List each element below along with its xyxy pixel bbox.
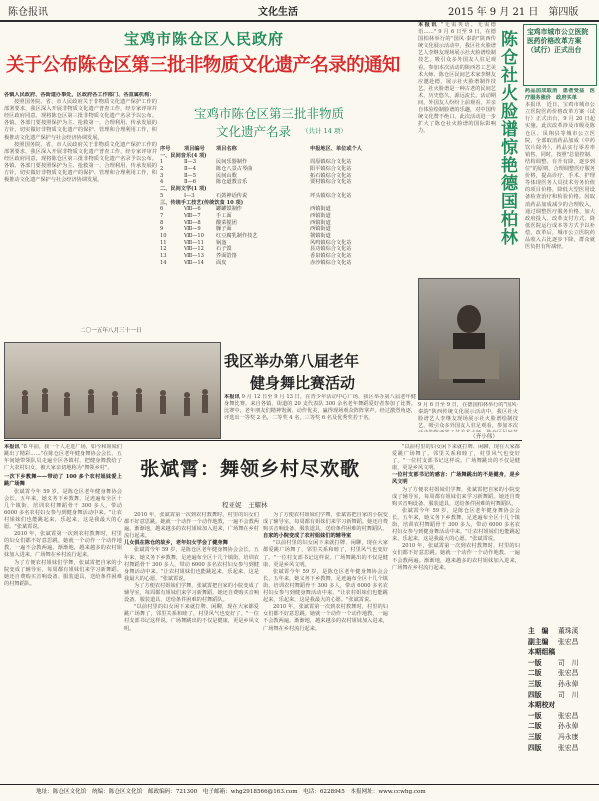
list-cell: 罐罐馍制作 bbox=[216, 206, 242, 213]
list-header-row bbox=[160, 146, 415, 153]
list-cell: Ⅷ—10 bbox=[184, 232, 204, 239]
dance-headline-2: 健身舞比赛活动 bbox=[250, 374, 356, 392]
feature-col3-a: 为了方便农村姐妹们学舞，张斌霄把自家的小院变成了辅导室，每周都有姐妹们来学习新舞蹈。她还自费购买音响设备、服装道具，送给条件困难的村舞蹈队。 bbox=[263, 512, 388, 533]
feature-col2-c: 为了方便农村姐妹们学舞，张斌霄把自家的小院变成了辅导室，每周都有姐妹们来学习新舞蹈。她还自费购买音响设备、服装道具，送给条件困难的村舞蹈队。 bbox=[124, 582, 259, 604]
list-cell: Ⅷ—14 bbox=[184, 259, 204, 266]
list-cell: 11 bbox=[160, 239, 167, 246]
list-row bbox=[160, 159, 415, 166]
notice-text-repeat: 按照国务院、省、市人民政府关于非物质文化遗产保护工作的部署要求，我区深入开展非物质文化遗产普查工作，经专家评审并经区政府同意，现将陈仓区第三批非物质文化遗产名录予以公布。各镇、各部门要按照保护为主、抢救第一、合理利用、传承发展的方针，切实做好非物质文化遗产的保护、管理和合理利用工作，积极推动文化遗产保护与社会经济协调发展。 bbox=[4, 141, 157, 184]
list-row bbox=[160, 166, 415, 173]
staff-person: 冯永康 bbox=[558, 732, 579, 741]
feature-sub2: 儿女俱在陈仓的故乡，老年妇女学会了健身舞 bbox=[124, 540, 228, 547]
list-cell: 10 bbox=[160, 232, 167, 239]
feature-headline: 张斌霄：舞领乡村尽欢歌 bbox=[140, 458, 361, 480]
list-cell: 陈仓八景古琴曲 bbox=[216, 166, 253, 173]
list-cell: 2 bbox=[160, 166, 164, 173]
staff-role: 四版 bbox=[528, 690, 542, 699]
list-cell: Ⅱ—3 bbox=[184, 159, 197, 166]
dance-byline: 本报讯 bbox=[224, 394, 240, 400]
list-table bbox=[160, 146, 415, 266]
staff-row bbox=[528, 658, 594, 669]
feature-col4-c: 张斌霄今年 59 岁，是陈仓区老年健身舞协会会长。五年来，她义务下乡教舞，足迹遍布全区十几个镇街，培训农村舞蹈骨干 300 多人，带动 6000 多名农村妇女参与到健身舞活动中来。"让农村姐妹们也能跳起来，乐起来，这是我最大的心愿。"张斌霄说。 bbox=[392, 507, 520, 543]
list-cell: 贾村镇综合文化站 bbox=[310, 179, 352, 186]
staff-row bbox=[528, 668, 594, 679]
list-row bbox=[160, 253, 415, 260]
feature-intro-text: "8 年前，我一个人走进广场，如今和姐妹们跳出了精彩……"在陈仓区老年健身舞协会会长、五年间她带领队员走遍全区各镇村，把健身舞教给了广大农村妇女，被大家亲切地称为"舞领乡村"。 bbox=[4, 444, 122, 472]
list-cell: 民间山歌 bbox=[216, 172, 237, 179]
list-row bbox=[160, 173, 415, 180]
dance-photo bbox=[4, 342, 221, 439]
list-cell: Ⅷ—12 bbox=[184, 246, 204, 253]
list-cell: 臊子面 bbox=[216, 226, 232, 233]
list-cell: 红豆腐乳制作技艺 bbox=[216, 232, 258, 239]
list-row bbox=[160, 220, 415, 227]
list-row bbox=[160, 233, 415, 240]
dance-body bbox=[224, 394, 416, 434]
list-cell: 锅盔 bbox=[216, 239, 227, 246]
list-cell: 荞面饸饹 bbox=[216, 253, 237, 259]
feature-col2-b: 张斌霄今年 59 岁，是陈仓区老年健身舞协会会长。五年来，她义务下乡教舞，足迹遍布全区十几个镇街，培训农村舞蹈骨干 300 多人，带动 6000 多名农村妇女参与到健身舞活动中来。"让农村姐妹们也能跳起来，乐起来，这是我最大的心愿。"张斌霄说。 bbox=[124, 547, 259, 582]
list-row bbox=[160, 213, 415, 220]
feature-col4-b: 为了方便农村姐妹们学舞，张斌霄把自家的小院变成了辅导室，每周都有姐妹们来学习新舞蹈。她还自费购买音响设备、服装道具，送给条件困难的村舞蹈队。 bbox=[392, 486, 520, 507]
list-cell: Ⅷ—7 bbox=[184, 212, 201, 219]
list-cell: 阳平镇综合文化站 bbox=[310, 166, 352, 173]
notice-headline: 关于公布陈仓区第三批非物质文化遗产名录的通知 bbox=[6, 55, 400, 76]
feature-col4-d: 2010 年，张斌霄第一次到农村教舞时，村里的妇女们都不好意思跳。她就一个动作一个动作地教，一遍不会教两遍。渐渐地，越来越多的农村姐妹加入进来，广场舞在乡村流行起来。 bbox=[392, 543, 520, 571]
list-cell: 县功镇综合文化站 bbox=[310, 246, 352, 253]
list-cell: 西镇街道 bbox=[310, 206, 331, 213]
feature-col2 bbox=[124, 512, 259, 780]
feature-body-c: 为了方便农村姐妹们学舞，张斌霄把自家的小院变成了辅导室，每周都有姐妹们来学习新舞蹈。她还自费购买音响设备、服装道具，送给条件困难的村舞蹈队。 bbox=[4, 559, 122, 587]
list-cell: 虢镇街道 bbox=[310, 232, 331, 239]
staff-role: 本期组稿 bbox=[528, 648, 556, 657]
staff-person: 司 川 bbox=[558, 658, 579, 667]
list-count: （共计 14 项） bbox=[302, 127, 347, 135]
list-cell: 8 bbox=[160, 219, 164, 226]
list-section-heading: 二、民间文学(1 项) bbox=[160, 186, 207, 193]
list-cell: 1 bbox=[160, 159, 164, 166]
staff-role: 三版 bbox=[528, 732, 542, 741]
feature-col3 bbox=[263, 512, 388, 780]
staff-list bbox=[528, 626, 594, 753]
list-cell: Ⅷ—11 bbox=[184, 239, 204, 246]
list-cell: 6 bbox=[160, 206, 164, 213]
feature-sub3: 自家的小院变成了农村姐妹们的辅导室 bbox=[263, 533, 352, 540]
list-cell: 坪头镇综合文化站 bbox=[310, 192, 352, 199]
list-cell: 面皮 bbox=[216, 259, 227, 266]
staff-row bbox=[528, 743, 594, 754]
list-cell: 手工面 bbox=[216, 212, 232, 219]
staff-row bbox=[528, 647, 594, 658]
list-cell: 石鼓神话传说 bbox=[216, 192, 248, 199]
list-cell: Ⅱ—6 bbox=[184, 179, 197, 186]
paper-name: 陈仓报讯 bbox=[8, 7, 48, 18]
staff-row bbox=[528, 711, 594, 722]
dance-headline-1: 我区举办第八届老年 bbox=[224, 352, 360, 370]
notice-text: 按照国务院、省、市人民政府关于非物质文化遗产保护工作的部署要求，我区深入开展非物质文化遗产普查工作，经专家评审并经区政府同意，现将陈仓区第三批非物质文化遗产名录予以公布。各镇、各部门要按照保护为主、抢救第一、合理利用、传承发展的方针，切实做好非物质文化遗产的保护、管理和合理利用工作，积极推动文化遗产保护与社会经济协调发展。 bbox=[4, 99, 157, 141]
mask-photo bbox=[418, 278, 520, 400]
list-title-1: 宝鸡市陈仓区第三批非物质 bbox=[194, 106, 345, 121]
list-cell: 14 bbox=[160, 259, 167, 266]
list-section-heading: 三、传统手工技艺(传统饮食 10 项) bbox=[160, 199, 244, 206]
list-cell: 序号 bbox=[160, 146, 171, 152]
feature-body-a: 张斌霄今年 59 岁，是陈仓区老年健身舞协会会长。五年来，她义务下乡教舞，足迹遍布全区十几个镇街，培训农村舞蹈骨干 300 多人，带动 6000 多名农村妇女参与到健身舞活动中来。"让农村姐妹们也能跳起来，乐起来，这是我最大的心愿。"张斌霄说。 bbox=[4, 488, 122, 531]
list-cell: Ⅷ—13 bbox=[184, 253, 204, 259]
masthead bbox=[0, 0, 599, 22]
mask-lead: "无需英语，无需德语……" bbox=[418, 22, 496, 36]
list-row bbox=[160, 226, 415, 233]
list-cell: 陈仓道教音乐 bbox=[216, 179, 248, 186]
list-cell: 项目编号 bbox=[184, 146, 205, 152]
list-cell: 7 bbox=[160, 212, 164, 219]
list-cell: Ⅷ—8 bbox=[184, 219, 201, 226]
staff-row bbox=[528, 700, 594, 711]
list-cell: 西镇街道 bbox=[310, 219, 331, 226]
sidebar-title-box bbox=[523, 24, 597, 86]
list-cell: 拓石镇综合文化站 bbox=[310, 172, 352, 179]
list-cell: 4 bbox=[160, 179, 164, 186]
mask-author: （齐小伟） bbox=[470, 434, 498, 440]
mask-body-cont bbox=[418, 402, 518, 432]
footer-text: 地址：陈仓区文化馆 统编：陈仓区文化馆 邮政编码：721300 电子邮箱：whg2918566@163.com 电话：6228945 本报网址：www.ccwhg.com bbox=[36, 789, 426, 795]
list-section-heading: 一、民间音乐(4 项) bbox=[160, 152, 207, 159]
feature-authors: 程亚妮 王耀林 bbox=[222, 501, 268, 509]
list-cell: Ⅷ—9 bbox=[184, 226, 201, 233]
staff-role: 主 编 bbox=[528, 627, 549, 635]
staff-row bbox=[528, 679, 594, 690]
feature-byline: 本报讯 bbox=[4, 444, 20, 450]
issue-date: 2015 年 9 月 21 日 第四版 bbox=[448, 7, 579, 18]
staff-role: 一版 bbox=[528, 711, 542, 720]
list-row bbox=[160, 240, 415, 247]
feature-col2-d: "以前村里的妇女闲下来就打牌、闲聊，现在大家都爱跳广场舞了，邻里关系和睦了，村里风气也变好了。"一位村支部书记这样说。广场舞跳出的不仅是健康，更是乡风文明。 bbox=[124, 604, 259, 632]
notice-body bbox=[4, 92, 157, 336]
feature-sub4: 一位村支部书记的感言：广场舞跳出的不是健身，是乡风文明 bbox=[392, 472, 520, 486]
staff-person: 张宏昌 bbox=[558, 669, 579, 678]
list-cell: 酸菜搅团 bbox=[216, 219, 237, 226]
list-title-2: 文化遗产名录 bbox=[216, 124, 292, 139]
mask-byline: 本报讯 bbox=[418, 22, 438, 28]
sidebar-text: 本报讯 近日，宝鸡市城市公立医院医药价格改革方案（试行）正式出台，9 月 20 日起实施。此次改革涉及市级及陈仓区、凤翔县等城市公立医院，全部取消药品加成（中药饮片除外），药品实行零差率销售。同时，按照"总量控制、结构调整、有升有降、逐步到位"的原则，合理调整医疗服务价格，提高诊疗、手术、护理等体现医务人员技术劳务价值的项目价格，降低大型医用设备检查治疗和检验价格。因取消药品加成减少的合理收入，通过调整医疗服务价格、加大政府投入、改革支付方式、降低医院运行成本等方式予以补偿。改革后，城市公立医院药品收入占比逐步下降，群众就医负担有所减轻。 bbox=[525, 102, 595, 251]
mask-headline: 陈仓社火脸谱惊艳德国柏林 bbox=[497, 30, 517, 246]
list-cell: 3 bbox=[160, 172, 164, 179]
list-cell: 石子馍 bbox=[216, 246, 232, 253]
staff-role: 三版 bbox=[528, 679, 542, 688]
list-cell: 西镇街道 bbox=[310, 226, 331, 233]
list-row bbox=[160, 206, 415, 213]
list-row bbox=[160, 260, 415, 267]
list-cell: Ⅱ—5 bbox=[184, 172, 197, 179]
list-cell: 赤沙镇综合文化站 bbox=[310, 259, 352, 266]
list-row bbox=[160, 246, 415, 253]
staff-person: 张宏昌 bbox=[558, 711, 579, 720]
list-cell: 5 bbox=[160, 192, 164, 199]
staff-role: 四版 bbox=[528, 743, 542, 752]
footer bbox=[0, 784, 599, 801]
sidebar-subheads: 药品加成取消 患者受益 医疗服务涨价 政府买单 bbox=[525, 88, 595, 102]
staff-role: 本期校对 bbox=[528, 701, 556, 710]
staff-role: 二版 bbox=[528, 722, 542, 731]
staff-person: 张宏昌 bbox=[558, 743, 579, 752]
notice-banner bbox=[4, 24, 416, 82]
staff-person: 董珠溪 bbox=[558, 627, 579, 635]
staff-person: 张宏昌 bbox=[558, 637, 579, 646]
feature-col2-a: 2010 年，张斌霄第一次到农村教舞时，村里的妇女们都不好意思跳。她就一个动作一个动作地教，一遍不会教两遍。渐渐地，越来越多的农村姐妹加入进来，广场舞在乡村流行起来。 bbox=[124, 512, 259, 540]
list-row bbox=[160, 179, 415, 186]
list-cell: 香泉镇综合文化站 bbox=[310, 253, 352, 259]
staff-role: 一版 bbox=[528, 658, 542, 667]
feature-col3-b: "以前村里的妇女闲下来就打牌、闲聊，现在大家都爱跳广场舞了，邻里关系和睦了，村里风气也变好了。"一位村支部书记这样说。广场舞跳出的不仅是健康，更是乡风文明。 bbox=[263, 540, 388, 568]
feature-col3-c: 张斌霄今年 59 岁，是陈仓区老年健身舞协会会长。五年来，她义务下乡教舞，足迹遍布全区十几个镇街，培训农村舞蹈骨干 300 多人，带动 6000 多名农村妇女参与到健身舞活动中来。"让农村姐妹们也能跳起来，乐起来，这是我最大的心愿。"张斌霄说。 bbox=[263, 568, 388, 604]
feature-headline-box bbox=[138, 452, 388, 492]
feature-col3-d: 2010 年，张斌霄第一次到农村教舞时，村里的妇女们都不好意思跳。她就一个动作一个动作地教，一遍不会教两遍。渐渐地，越来越多的农村姐妹加入进来，广场舞在乡村流行起来。 bbox=[263, 604, 388, 632]
staff-row bbox=[528, 721, 594, 732]
staff-role: 二版 bbox=[528, 669, 542, 678]
list-cell: Ⅷ—6 bbox=[184, 206, 201, 213]
staff-row bbox=[528, 690, 594, 701]
list-cell: 9 bbox=[160, 226, 164, 233]
staff-row bbox=[528, 732, 594, 743]
list-cell: 申报地区、单位或个人 bbox=[310, 146, 362, 152]
mask-text-cont: 9 月 6 日至 9 日，在德国柏林举行的"国风·秦韵"陕西传统文化展示活动中，我区社火脸谱艺人李继友现场展示社火脸谱绘制技艺，吸引众多外国友人驻足观看。参加本次 bbox=[418, 402, 518, 430]
list-cell: Ⅱ—4 bbox=[184, 166, 197, 173]
notice-addressee: 各镇人民政府、各街道办事处，区政府各工作部门、各直属机构： bbox=[4, 92, 155, 98]
list-cell: 13 bbox=[160, 253, 167, 259]
feature-top-rule bbox=[4, 440, 522, 441]
mask-artist-figure bbox=[419, 279, 519, 399]
notice-issuer: 宝鸡市陈仓区人民政府 bbox=[124, 30, 285, 48]
staff-role: 副主编 bbox=[528, 637, 549, 646]
notice-date: 二〇一五年八月三十一日 bbox=[80, 328, 142, 334]
sidebar-body bbox=[525, 88, 595, 618]
sidebar-title: 宝鸡市城市公立医院医药价格改革方案（试行）正式出台 bbox=[527, 28, 589, 54]
feature-intro bbox=[4, 444, 122, 780]
list-cell: Ⅰ—3 bbox=[184, 192, 195, 199]
list-row bbox=[160, 193, 415, 200]
list-cell: 民间乐器制作 bbox=[216, 159, 248, 166]
list-cell: 12 bbox=[160, 246, 167, 253]
feature-sub1: 一次下乡教舞——带动了 100 多个农村姐妹爱上跳广场舞 bbox=[4, 474, 122, 488]
dance-text: 9 月 12 日至 9 月 13 日，在青少年活动中心广场，我区举办第八届老年健身舞比赛。来自各镇、街道的 20 支代表队 300 余名老年舞蹈爱好者参加了比赛。比赛中，老年朋友们精神饱满、动作优美，赢得现场观众阵阵掌声。经过激烈角逐，评选出一等奖 2 名，二等奖 4 名，三等奖 6 名及优秀奖若干名。 bbox=[224, 394, 416, 422]
staff-row bbox=[528, 637, 594, 648]
list-cell: 风鸣镇综合文化站 bbox=[310, 239, 352, 246]
staff-person: 孙永倬 bbox=[558, 722, 579, 731]
list-cell: 西镇街道 bbox=[310, 212, 331, 219]
feature-body-b: 2010 年，张斌霄第一次到农村教舞时，村里的妇女们都不好意思跳。她就一个动作一个动作地教，一遍不会教两遍。渐渐地，越来越多的农村姐妹加入进来，广场舞在乡村流行起来。 bbox=[4, 531, 122, 559]
feature-col4 bbox=[392, 444, 520, 780]
mask-text: 9 月 6 日至 9 日，在德国柏林举行的"国风·秦韵"陕西传统文化展示活动中，我区社火脸谱艺人李继友现场展示社火脸谱绘制技艺，吸引众多外国友人驻足观看。参加本次活动的陕西省工艺美术大师、陈仓区民间艺术家李继友应邀赴德，展示社火脸谱制作技艺。社火脸谱是一种古老的民间艺术，历史悠久，源远流长。活动期间，外国友人纷纷上前观看，并亲自体验绘制脸谱的乐趣，对中国传统文化赞不绝口。此次活动进一步扩大了陈仓社火脸谱的国际影响力。 bbox=[418, 29, 496, 135]
staff-person: 司 川 bbox=[558, 690, 579, 699]
staff-row bbox=[528, 626, 594, 637]
list-cell: 周原镇综合文化站 bbox=[310, 159, 352, 166]
heritage-list bbox=[160, 100, 415, 335]
feature-col4-a: "以前村里的妇女闲下来就打牌、闲聊，现在大家都爱跳广场舞了，邻里关系和睦了，村里风气也变好了。"一位村支部书记这样说。广场舞跳出的不仅是健康，更是乡风文明。 bbox=[392, 444, 520, 472]
section-name: 文化生活 bbox=[258, 7, 298, 18]
staff-person: 孙永倬 bbox=[558, 679, 579, 688]
dancers-figure bbox=[5, 343, 220, 438]
list-cell: 项目名称 bbox=[216, 146, 237, 152]
